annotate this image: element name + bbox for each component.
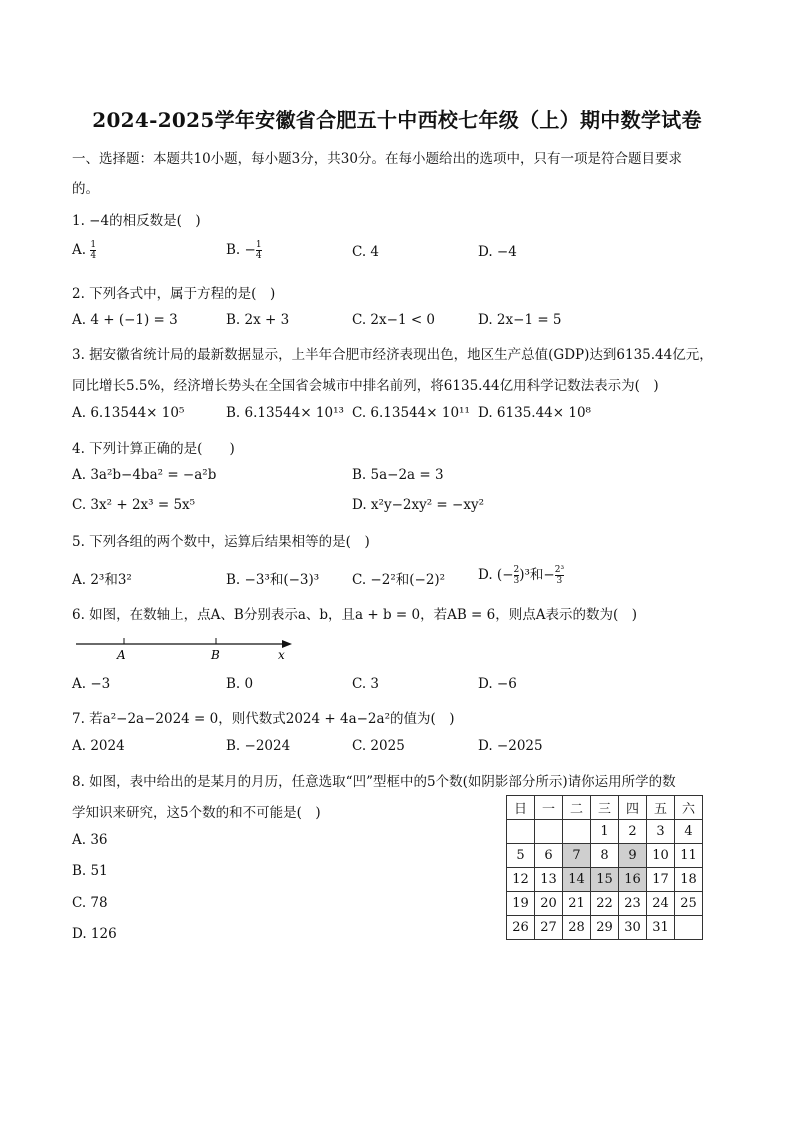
calendar-day-cell [507, 820, 535, 844]
calendar-day-cell: 30 [619, 916, 647, 940]
calendar-day-cell: 21 [563, 892, 591, 916]
question-4-option-c[interactable]: C. 3x² + 2x³ = 5x⁵ [72, 497, 196, 513]
question-8-option-d[interactable]: D. 126 [72, 926, 117, 942]
question-1-option-d[interactable]: D. −4 [478, 244, 517, 260]
calendar-day-cell: 2 [619, 820, 647, 844]
number-line-label-x: x [278, 648, 285, 662]
calendar-week-row [507, 844, 703, 868]
question-8-option-a[interactable]: A. 36 [72, 832, 108, 848]
question-3-stem-line2: 同比增长5.5%，经济增长势头在全国省会城市中排名前列，将6135.44亿用科学记数法表示为( ) [72, 378, 659, 394]
calendar-day-cell: 16 [619, 868, 647, 892]
question-2-option-c[interactable]: C. 2x−1 < 0 [352, 312, 436, 328]
calendar-weekday: 六 [675, 796, 703, 820]
calendar-day-cell: 9 [619, 844, 647, 868]
calendar-weekday: 日 [507, 796, 535, 820]
question-6-option-c[interactable]: C. 3 [352, 676, 380, 692]
calendar-header-row [507, 796, 703, 820]
calendar-day-cell: 18 [675, 868, 703, 892]
calendar-day-cell: 15 [591, 868, 619, 892]
question-2-stem: 2. 下列各式中，属于方程的是( ) [72, 286, 276, 302]
calendar-weekday: 五 [647, 796, 675, 820]
calendar-weekday: 二 [563, 796, 591, 820]
question-8-option-c[interactable]: C. 78 [72, 895, 108, 911]
calendar-day-cell: 4 [675, 820, 703, 844]
calendar-day-cell: 27 [535, 916, 563, 940]
question-6-option-a[interactable]: A. −3 [72, 676, 111, 692]
question-6-option-d[interactable]: D. −6 [478, 676, 517, 692]
question-5-stem: 5. 下列各组的两个数中，运算后结果相等的是( ) [72, 534, 370, 550]
question-2-option-b[interactable]: B. 2x + 3 [226, 312, 290, 328]
question-3-option-d[interactable]: D. 6135.44× 10⁸ [478, 405, 591, 421]
calendar-day-cell: 10 [647, 844, 675, 868]
calendar-day-cell: 23 [619, 892, 647, 916]
question-6-stem: 6. 如图，在数轴上，点A、B分别表示a、b，且a + b = 0，若AB = 6，则点A表示的数为( ) [72, 607, 638, 623]
question-4-option-b[interactable]: B. 5a−2a = 3 [352, 467, 444, 483]
calendar-day-cell: 20 [535, 892, 563, 916]
calendar-day-cell: 26 [507, 916, 535, 940]
question-3-stem-line1: 3. 据安徽省统计局的最新数据显示，上半年合肥市经济表现出色，地区生产总值(GDP)达到6135.44亿元， [72, 347, 713, 363]
calendar-week-row [507, 916, 703, 940]
calendar-day-cell: 22 [591, 892, 619, 916]
calendar-day-cell: 7 [563, 844, 591, 868]
calendar-day-cell: 6 [535, 844, 563, 868]
question-7-option-b[interactable]: B. −2024 [226, 738, 291, 754]
question-2-option-a[interactable]: A. 4 + (−1) = 3 [72, 312, 178, 328]
calendar-day-cell: 14 [563, 868, 591, 892]
calendar-day-cell: 28 [563, 916, 591, 940]
question-3-option-c[interactable]: C. 6.13544× 10¹¹ [352, 405, 470, 421]
question-7-option-c[interactable]: C. 2025 [352, 738, 405, 754]
calendar-day-cell: 12 [507, 868, 535, 892]
calendar-day-cell: 1 [591, 820, 619, 844]
calendar-day-cell: 19 [507, 892, 535, 916]
question-2-option-d[interactable]: D. 2x−1 = 5 [478, 312, 562, 328]
question-8-stem-line2: 学知识来研究，这5个数的和不可能是( ) [72, 805, 321, 821]
page-title: 2024-2025学年安徽省合肥五十中西校七年级（上）期中数学试卷 [92, 108, 702, 132]
question-3-option-b[interactable]: B. 6.13544× 10¹³ [226, 405, 344, 421]
calendar-day-cell: 3 [647, 820, 675, 844]
calendar-figure [506, 795, 703, 940]
calendar-day-cell [535, 820, 563, 844]
calendar-day-cell [675, 916, 703, 940]
question-1-option-b[interactable]: B. − $\frac{1}{4}$ [226, 240, 262, 261]
calendar-weekday: 四 [619, 796, 647, 820]
section-instruction-line2: 的。 [72, 181, 99, 197]
question-5-option-c[interactable]: C. −2²和(−2)² [352, 572, 446, 588]
question-5-option-a[interactable]: A. 2³和3² [72, 572, 132, 588]
number-line-label-a: A [117, 648, 126, 662]
calendar-weekday: 一 [535, 796, 563, 820]
calendar-weekday: 三 [591, 796, 619, 820]
calendar-day-cell: 5 [507, 844, 535, 868]
calendar-day-cell: 8 [591, 844, 619, 868]
question-4-option-a[interactable]: A. 3a²b−4ba² = −a²b [72, 467, 217, 483]
calendar-day-cell: 24 [647, 892, 675, 916]
calendar-day-cell: 31 [647, 916, 675, 940]
calendar-week-row [507, 892, 703, 916]
calendar-day-cell: 29 [591, 916, 619, 940]
question-6-option-b[interactable]: B. 0 [226, 676, 254, 692]
question-7-stem: 7. 若a²−2a−2024 = 0，则代数式2024 + 4a−2a²的值为( ) [72, 711, 455, 727]
calendar-week-row [507, 820, 703, 844]
calendar-day-cell: 25 [675, 892, 703, 916]
number-line-label-b: B [211, 648, 220, 662]
calendar-week-row [507, 868, 703, 892]
number-line-figure [72, 632, 302, 664]
question-7-option-d[interactable]: D. −2025 [478, 738, 543, 754]
calendar-day-cell: 11 [675, 844, 703, 868]
calendar-table [506, 795, 703, 940]
calendar-day-cell: 17 [647, 868, 675, 892]
question-3-option-a[interactable]: A. 6.13544× 10⁵ [72, 405, 185, 421]
section-instruction-line1: 一、选择题：本题共10小题，每小题3分，共30分。在每小题给出的选项中，只有一项是符合题目要求 [72, 151, 682, 167]
number-line-arrow [282, 640, 292, 648]
question-4-option-d[interactable]: D. x²y−2xy² = −xy² [352, 497, 484, 513]
question-8-option-b[interactable]: B. 51 [72, 863, 108, 879]
question-5-option-b[interactable]: B. −3³和(−3)³ [226, 572, 320, 588]
question-4-stem: 4. 下列计算正确的是( ) [72, 441, 235, 457]
question-5-option-d[interactable]: D. (− $\frac{2}{3}$ )³和− $\frac{\text{2³}}{3}$ [478, 565, 565, 586]
calendar-day-cell: 13 [535, 868, 563, 892]
question-1-option-c[interactable]: C. 4 [352, 244, 380, 260]
question-7-option-a[interactable]: A. 2024 [72, 738, 125, 754]
calendar-day-cell [563, 820, 591, 844]
question-1-stem: 1. −4的相反数是( ) [72, 213, 201, 229]
question-8-stem-line1: 8. 如图，表中给出的是某月的月历，任意选取“凹”型框中的5个数(如阴影部分所示)请你运用所学的数 [72, 774, 676, 790]
question-1-option-a[interactable]: A. $\frac{1}{4}$ [72, 240, 97, 261]
